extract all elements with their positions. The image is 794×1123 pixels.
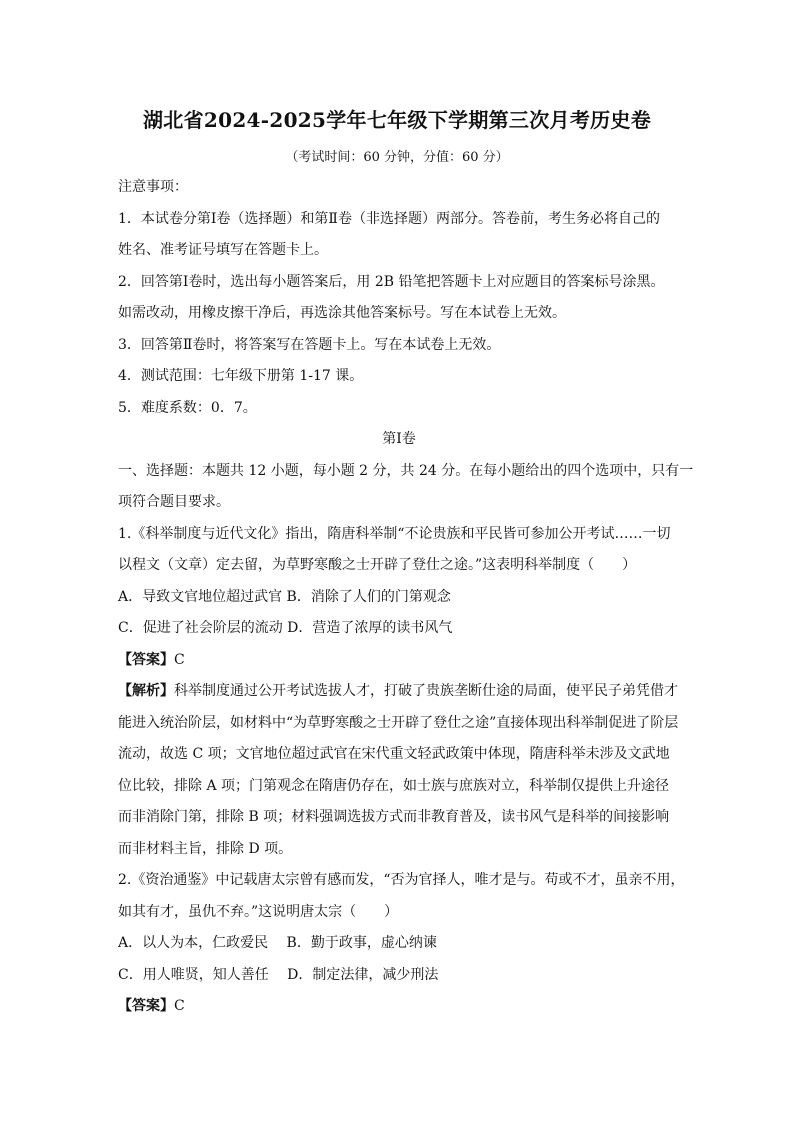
answer-line	[118, 991, 680, 1023]
analysis-text: 能进入统治阶层，如材料中“为草野寒酸之士开辟了登仕之途”直接体现出科举制促进了阶层	[118, 714, 679, 731]
answer-label: 【答案】	[118, 998, 174, 1014]
question-options: C．促进了社会阶层的流动 D．营造了浓厚的读书风气	[118, 620, 453, 636]
notice-item: 1．本试卷分第Ⅰ卷（选择题）和第Ⅱ卷（非选择题）两部分。答卷前，考生务必将自己的	[118, 210, 660, 227]
notice-heading: 注意事项：	[118, 179, 188, 195]
answer-label: 【答案】	[118, 651, 174, 668]
answer-value: C	[174, 651, 185, 668]
analysis-text: 而非消除门第，排除 B 项；材料强调选拔方式而非教育普及，读书风气是科举的间接影响	[118, 809, 670, 825]
section-title: 第Ⅰ卷	[382, 431, 416, 447]
question-2	[118, 865, 685, 1023]
page-title: 湖北省2024-2025学年七年级下学期第三次月考历史卷	[142, 108, 652, 132]
notice-item: 5．难度系数：0．7。	[118, 399, 257, 416]
analysis-text: 而非材料主旨，排除 D 项。	[118, 840, 293, 857]
question-stem: 以程文（文章）定去留，为草野寒酸之士开辟了登仕之途。”这表明科举制度（ ）	[118, 557, 637, 573]
section-intro: 一、选择题：本题共 12 小题，每小题 2 分，共 24 分。在每小题给出的四个选项中，只有一	[118, 462, 694, 479]
answer-value: C	[174, 998, 185, 1014]
analysis-text: 科举制度通过公开考试选拔人才，打破了贵族垄断仕途的局面，使平民子弟凭借才	[174, 683, 678, 699]
question-stem: 2.《资治通鉴》中记载唐太宗曾有感而发，“否为官择人，唯才是与。苟或不才，虽亲不用，	[118, 872, 685, 888]
analysis-label: 【解析】	[118, 683, 174, 699]
section-intro: 项符合题目要求。	[118, 494, 230, 510]
answer-line	[118, 645, 680, 677]
analysis-text: 位比较，排除 A 项；门第观念在隋唐仍存在，如士族与庶族对立，科举制仅提供上升途径	[118, 777, 670, 794]
question-stem: 如其有才，虽仇不弃。”这说明唐太宗（ ）	[118, 903, 399, 920]
analysis-line	[118, 676, 680, 708]
exam-info: （考试时间：60 分钟，分值：60 分）	[285, 150, 509, 165]
question-1	[118, 519, 680, 866]
question-options: C．用人唯贤，知人善任 D．制定法律，减少刑法	[118, 966, 439, 983]
notice-item: 4．测试范围：七年级下册第 1-17 课。	[118, 368, 364, 384]
notice-item: 如需改动，用橡皮擦干净后，再选涂其他答案标号。写在本试卷上无效。	[118, 305, 566, 321]
notice-item: 姓名、准考证号填写在答题卡上。	[118, 242, 328, 258]
question-options: A．以人为本，仁政爱民 B．勤于政事，虚心纳谏	[118, 935, 437, 951]
notice-item: 3．回答第Ⅱ卷时，将答案写在答题卡上。写在本试卷上无效。	[118, 336, 501, 353]
notice-item: 2．回答第Ⅰ卷时，选出每小题答案后，用 2B 铅笔把答题卡上对应题目的答案标号涂黑。	[118, 273, 665, 290]
document-body	[118, 172, 694, 1023]
analysis-text: 流动，故选 C 项；文官地位超过武官在宋代重文轻武政策中体现，隋唐科举未涉及文武地	[118, 746, 670, 762]
question-stem: 1.《科举制度与近代文化》指出，隋唐科举制“不论贵族和平民皆可参加公开考试……一切	[118, 525, 671, 542]
question-options: A．导致文官地位超过武官 B．消除了人们的门第观念	[118, 588, 451, 605]
